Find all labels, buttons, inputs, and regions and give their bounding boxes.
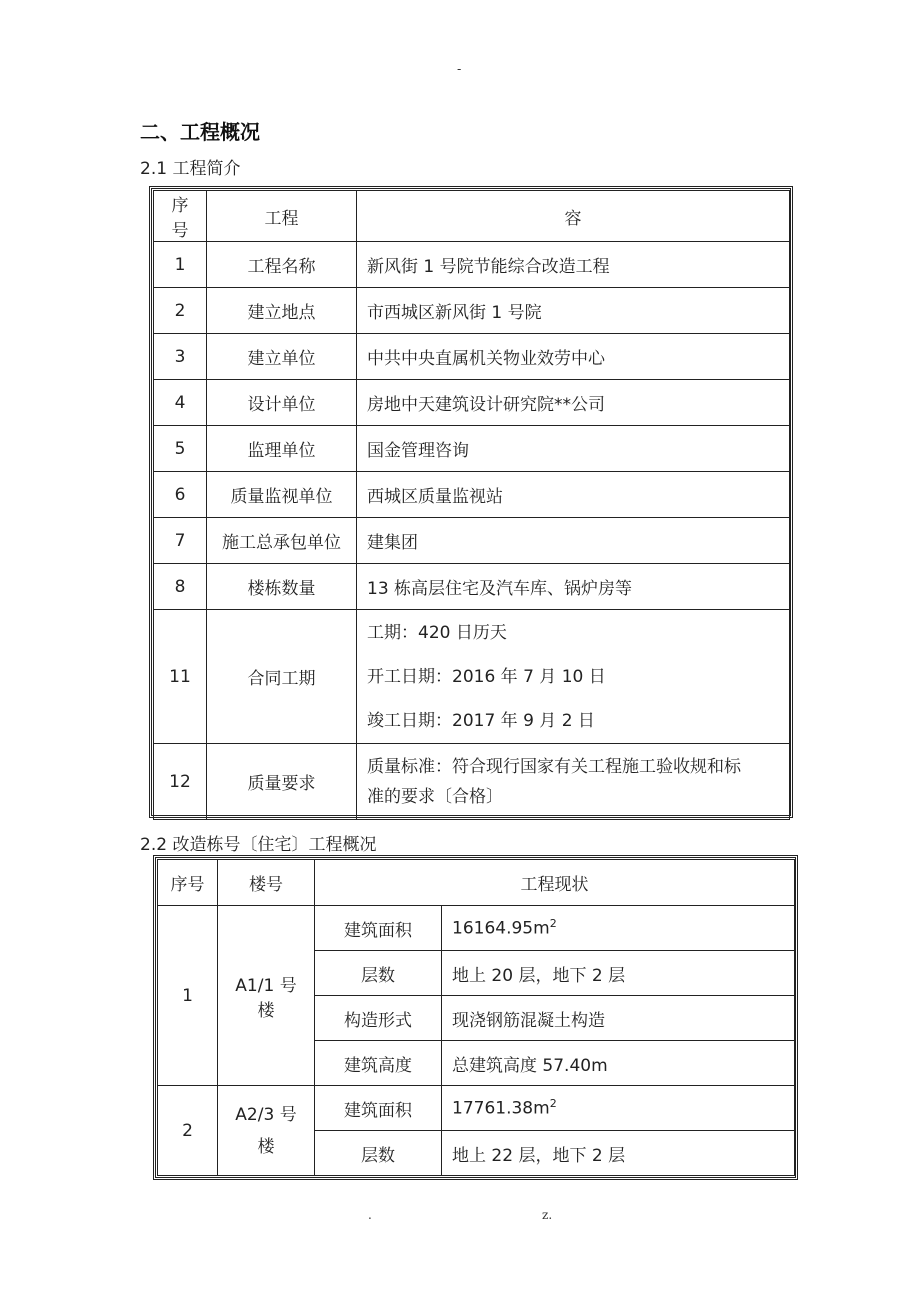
attr-label: 建筑面积 [315,1086,442,1131]
quality-line-1: 质量标准：符合现行国家有关工程施工验收规和标 [367,756,741,777]
row-content: 房地中天建筑设计研究院**公司 [357,380,790,426]
area-unit-exponent: 2 [549,917,557,931]
attr-value [442,1086,795,1131]
attr-value [442,906,795,951]
row-content [357,744,790,820]
row-no: 11 [154,610,207,744]
table-header-row [158,860,795,906]
row-content: 建集团 [357,518,790,564]
table-row-quality [154,744,790,820]
building-name [218,1086,315,1176]
row-no: 7 [154,518,207,564]
building-no: 2 [158,1086,218,1176]
table-row [154,380,790,426]
project-summary-table [153,190,790,820]
column-header-status: 工程现状 [315,860,795,906]
row-no: 6 [154,472,207,518]
row-item: 楼栋数量 [207,564,357,610]
area-value: 16164.95m [452,918,550,939]
row-item: 施工总承包单位 [207,518,357,564]
table-row [154,518,790,564]
area-unit-exponent: 2 [549,1097,557,1111]
contract-start-date: 开工日期：2016 年 7 月 10 日 [367,666,606,687]
table-header-row [154,191,790,242]
contract-duration: 工期：420 日历天 [367,622,507,643]
table-row [154,426,790,472]
attr-value: 地上 22 层，地下 2 层 [442,1131,795,1176]
building-no: 1 [158,906,218,1086]
table-row-contract-period [154,610,790,744]
attr-label: 层数 [315,1131,442,1176]
attr-label: 建筑高度 [315,1041,442,1086]
attr-label: 层数 [315,951,442,996]
attr-value: 现浇钢筋混凝土构造 [442,996,795,1041]
row-no: 8 [154,564,207,610]
attr-value: 总建筑高度 57.40m [442,1041,795,1086]
row-item: 建立单位 [207,334,357,380]
row-content: 国金管理咨询 [357,426,790,472]
contract-end-date: 竣工日期：2017 年 9 月 2 日 [367,710,595,731]
row-no: 5 [154,426,207,472]
table-row [154,564,790,610]
column-header-building: 楼号 [218,860,315,906]
row-item: 工程名称 [207,242,357,288]
table-row [154,472,790,518]
area-value: 17761.38m [452,1098,550,1119]
attr-value: 地上 20 层，地下 2 层 [442,951,795,996]
building-name: A1/1 号楼 [218,906,315,1086]
table-row [154,242,790,288]
column-header-no: 序号 [154,191,207,242]
row-no: 1 [154,242,207,288]
row-item: 设计单位 [207,380,357,426]
row-content: 市西城区新风街 1 号院 [357,288,790,334]
building-name-line-1: A2/3 号 [235,1104,297,1125]
table-row [154,288,790,334]
row-content: 新风街 1 号院节能综合改造工程 [357,242,790,288]
row-content: 中共中央直属机关物业效劳中心 [357,334,790,380]
row-content: 西城区质量监视站 [357,472,790,518]
footer-mark-left: . [368,1208,372,1222]
row-item: 监理单位 [207,426,357,472]
footer-mark-right: z. [542,1208,553,1222]
table-row [158,1086,795,1131]
column-header-item: 工程 [207,191,357,242]
row-content: 13 栋高层住宅及汽车库、锅炉房等 [357,564,790,610]
column-header-no: 序号 [158,860,218,906]
section-title: 二、工程概况 [140,120,260,144]
row-no: 12 [154,744,207,820]
row-item: 合同工期 [207,610,357,744]
row-no: 3 [154,334,207,380]
table-row [158,906,795,951]
section-1-heading: 2.1 工程简介 [140,159,241,179]
building-name-line-2: 楼 [257,1136,275,1157]
row-item: 建立地点 [207,288,357,334]
row-content [357,610,790,744]
row-no: 4 [154,380,207,426]
table-row [154,334,790,380]
section-2-heading: 2.2 改造栋号〔住宅〕工程概况 [140,835,377,855]
row-no: 2 [154,288,207,334]
column-header-content: 容 [357,191,790,242]
quality-line-2: 准的要求〔合格〕 [367,786,503,807]
row-item: 质量监视单位 [207,472,357,518]
header-mark: - [457,62,462,76]
attr-label: 建筑面积 [315,906,442,951]
attr-label: 构造形式 [315,996,442,1041]
buildings-table [157,859,795,1176]
row-item: 质量要求 [207,744,357,820]
